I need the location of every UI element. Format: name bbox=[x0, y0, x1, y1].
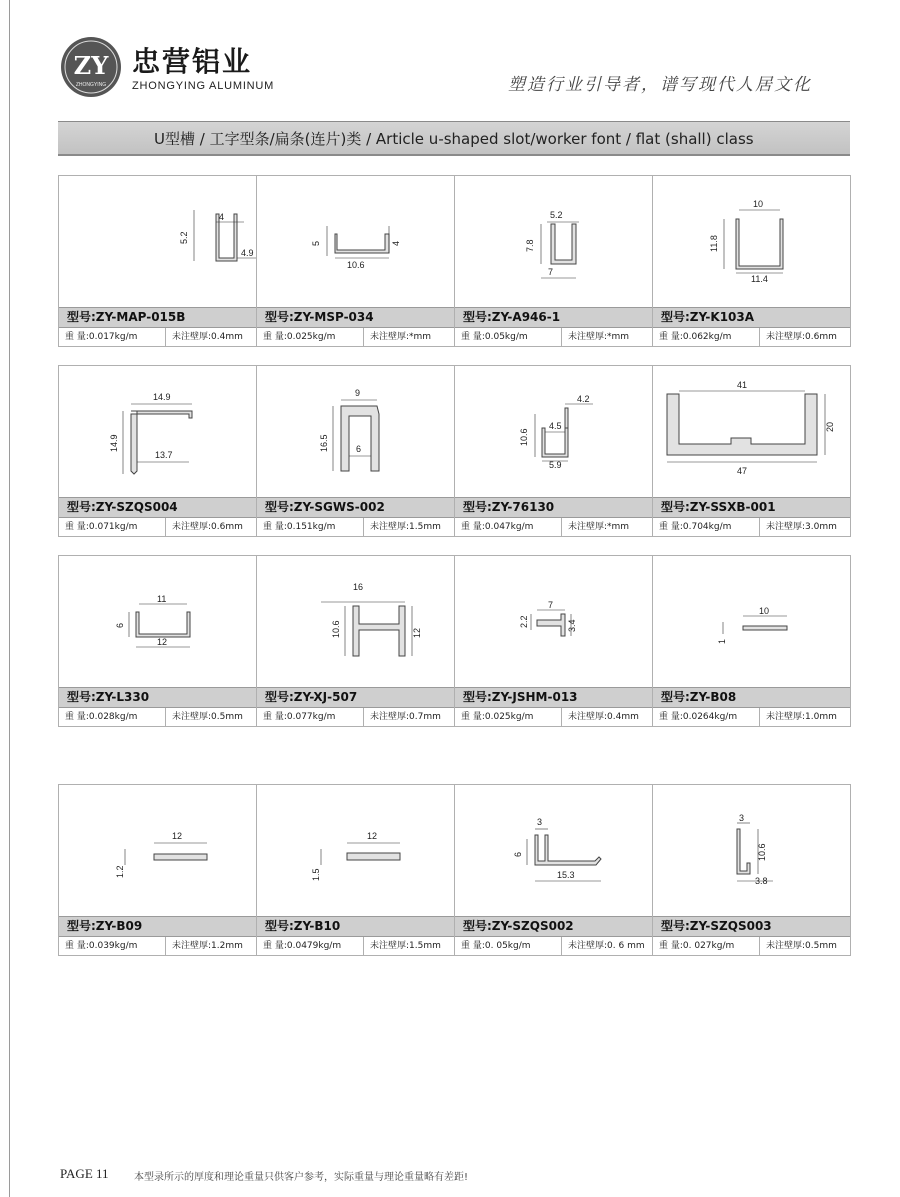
profile-shape bbox=[743, 626, 787, 630]
dimension-label: 11.8 bbox=[709, 235, 719, 252]
page-number: PAGE 11 bbox=[60, 1166, 109, 1181]
dimension-label: 6 bbox=[356, 444, 362, 454]
dimension-label: 16 bbox=[353, 582, 364, 592]
product-thickness: 未注壁厚:1.5mm bbox=[370, 522, 441, 532]
dimension-label: 11 bbox=[157, 594, 167, 604]
product-weight: 重 量:0.704kg/m bbox=[653, 518, 760, 536]
product-row-2 bbox=[58, 365, 851, 537]
dimension-label: 10.6 bbox=[757, 843, 767, 861]
dimension-label: 20 bbox=[825, 421, 835, 432]
product-thickness: 未注壁厚:*mm bbox=[568, 522, 630, 532]
dimension-label: 7 bbox=[548, 600, 554, 610]
product-model: 型号:ZY-SZQS002 bbox=[455, 916, 652, 937]
product-weight: 重 量:0.025kg/m bbox=[257, 328, 364, 346]
product-model: 型号:ZY-SGWS-002 bbox=[257, 497, 454, 518]
dimension-label: 12 bbox=[157, 637, 168, 647]
product-specs bbox=[257, 518, 454, 536]
profile-drawing bbox=[455, 176, 652, 307]
product-thickness: 未注壁厚:3.0mm bbox=[766, 522, 837, 532]
product-model: 型号:ZY-B08 bbox=[653, 687, 850, 708]
product-thickness: 未注壁厚:0.4mm bbox=[172, 332, 243, 342]
profile-shape bbox=[131, 411, 192, 418]
product-model: 型号:ZY-A946-1 bbox=[455, 307, 652, 328]
product-card bbox=[59, 784, 257, 956]
profile-drawing bbox=[257, 366, 454, 497]
product-model: 型号:ZY-MSP-034 bbox=[257, 307, 454, 328]
product-specs bbox=[653, 937, 850, 955]
dimension-label: 13.7 bbox=[155, 450, 173, 460]
profile-shape bbox=[737, 829, 750, 874]
product-thickness: 未注壁厚:0.5mm bbox=[766, 941, 837, 951]
product-card bbox=[653, 175, 851, 347]
dimension-label: 7.8 bbox=[525, 239, 535, 252]
product-weight: 重 量:0.071kg/m bbox=[59, 518, 166, 536]
product-card bbox=[59, 555, 257, 727]
product-weight: 重 量:0.077kg/m bbox=[257, 708, 364, 726]
profile-shape bbox=[667, 394, 817, 455]
dimension-label: 11.4 bbox=[751, 274, 768, 284]
dimension-label: 10 bbox=[753, 199, 764, 209]
product-thickness: 未注壁厚:*mm bbox=[568, 332, 630, 342]
dimension-label: 4 bbox=[391, 240, 401, 246]
dimension-label: 10 bbox=[759, 606, 770, 616]
product-card bbox=[455, 365, 653, 537]
profile-drawing bbox=[59, 176, 256, 307]
profile-shape bbox=[551, 224, 576, 264]
dimension-label: 3 bbox=[537, 817, 543, 827]
dimension-label: 9 bbox=[355, 388, 361, 398]
profile-shape bbox=[341, 406, 379, 471]
product-thickness: 未注壁厚:1.5mm bbox=[370, 941, 441, 951]
profile-drawing bbox=[455, 556, 652, 687]
product-model: 型号:ZY-XJ-507 bbox=[257, 687, 454, 708]
product-thickness: 未注壁厚:0.7mm bbox=[370, 712, 441, 722]
product-specs bbox=[455, 518, 652, 536]
dimension-label: 1.2 bbox=[115, 865, 125, 878]
product-thickness: 未注壁厚:0. 6 mm bbox=[568, 941, 645, 951]
product-card bbox=[257, 555, 455, 727]
profile-drawing bbox=[59, 785, 256, 916]
product-thickness: 未注壁厚:0.6mm bbox=[172, 522, 243, 532]
product-card bbox=[455, 555, 653, 727]
product-weight: 重 量:0.039kg/m bbox=[59, 937, 166, 955]
profile-drawing bbox=[59, 556, 256, 687]
section-title: U型槽 / 工字型条/扁条(连片)类 / Article u-shaped slot/worker font / flat (shall) class bbox=[154, 130, 754, 148]
dimension-label: 47 bbox=[737, 466, 748, 476]
brand-name-cn: 忠营铝业 bbox=[132, 45, 253, 78]
product-specs bbox=[455, 328, 652, 346]
dimension-label: 3 bbox=[739, 813, 745, 823]
product-weight: 重 量:0.047kg/m bbox=[455, 518, 562, 536]
dimension-label: 3.4 bbox=[567, 619, 577, 632]
profile-drawing bbox=[59, 366, 256, 497]
dimension-label: 6 bbox=[513, 851, 523, 857]
dimension-label: 6 bbox=[115, 622, 125, 628]
profile-drawing bbox=[257, 556, 454, 687]
dimension-label: 5 bbox=[311, 240, 321, 246]
dimension-label: 14.9 bbox=[153, 392, 171, 402]
logo-subtext: ZHONGYING bbox=[75, 82, 107, 88]
profile-shape bbox=[335, 234, 389, 253]
profile-shape bbox=[736, 219, 783, 269]
product-specs bbox=[455, 937, 652, 955]
dimension-label: 1 bbox=[717, 638, 727, 644]
profile-shape bbox=[131, 414, 137, 474]
profile-drawing bbox=[653, 556, 850, 687]
dimension-label: 4.5 bbox=[549, 421, 562, 431]
product-model: 型号:ZY-MAP-015B bbox=[59, 307, 256, 328]
product-model: 型号:ZY-JSHM-013 bbox=[455, 687, 652, 708]
product-card bbox=[455, 175, 653, 347]
product-thickness: 未注壁厚:1.2mm bbox=[172, 941, 243, 951]
dimension-label: 5.2 bbox=[179, 231, 189, 244]
product-model: 型号:ZY-B09 bbox=[59, 916, 256, 937]
dimension-label: 12 bbox=[367, 831, 378, 841]
product-model: 型号:ZY-SZQS003 bbox=[653, 916, 850, 937]
dimension-label: 10.6 bbox=[519, 428, 529, 446]
profile-drawing bbox=[455, 366, 652, 497]
profile-shape bbox=[347, 853, 400, 860]
product-row-3 bbox=[58, 555, 851, 727]
product-weight: 重 量:0.025kg/m bbox=[455, 708, 562, 726]
dimension-label: 15.3 bbox=[557, 870, 575, 880]
product-specs bbox=[653, 708, 850, 726]
profile-shape bbox=[154, 854, 207, 860]
product-specs bbox=[455, 708, 652, 726]
product-thickness: 未注壁厚:*mm bbox=[370, 332, 432, 342]
dimension-label: 10.6 bbox=[331, 620, 341, 638]
page-margin-rule bbox=[9, 0, 10, 1197]
product-weight: 重 量:0. 05kg/m bbox=[455, 937, 562, 955]
product-weight: 重 量:0. 027kg/m bbox=[653, 937, 760, 955]
product-weight: 重 量:0.028kg/m bbox=[59, 708, 166, 726]
dimension-label: 16.5 bbox=[319, 434, 329, 452]
product-model: 型号:ZY-SZQS004 bbox=[59, 497, 256, 518]
footer-disclaimer: 本型录所示的厚度和理论重量只供客户参考，实际重量与理论重量略有差距! bbox=[134, 1172, 469, 1183]
product-weight: 重 量:0.05kg/m bbox=[455, 328, 562, 346]
product-thickness: 未注壁厚:0.6mm bbox=[766, 332, 837, 342]
profile-drawing bbox=[257, 176, 454, 307]
profile-shape bbox=[353, 606, 405, 656]
product-row-4 bbox=[58, 784, 851, 956]
product-weight: 重 量:0.017kg/m bbox=[59, 328, 166, 346]
product-card bbox=[257, 784, 455, 956]
dimension-label: 5.9 bbox=[549, 460, 562, 470]
dimension-label: 14.9 bbox=[109, 434, 119, 452]
dimension-label: 2.2 bbox=[519, 615, 529, 628]
product-specs bbox=[59, 708, 256, 726]
profile-drawing bbox=[653, 176, 850, 307]
product-specs bbox=[257, 708, 454, 726]
product-weight: 重 量:0.0479kg/m bbox=[257, 937, 364, 955]
product-card bbox=[653, 555, 851, 727]
product-thickness: 未注壁厚:1.0mm bbox=[766, 712, 837, 722]
dimension-label: 12 bbox=[172, 831, 183, 841]
product-specs bbox=[257, 937, 454, 955]
product-card bbox=[59, 365, 257, 537]
product-thickness: 未注壁厚:0.5mm bbox=[172, 712, 243, 722]
dimension-label: 5.2 bbox=[550, 210, 563, 220]
product-model: 型号:ZY-L330 bbox=[59, 687, 256, 708]
section-title-bar bbox=[58, 121, 850, 156]
profile-drawing bbox=[455, 785, 652, 916]
slogan: 塑造行业引导者，谱写现代人居文化 bbox=[508, 75, 812, 95]
product-card bbox=[455, 784, 653, 956]
product-thickness: 未注壁厚:0.4mm bbox=[568, 712, 639, 722]
logo-letters: ZY bbox=[73, 51, 109, 80]
product-model: 型号:ZY-B10 bbox=[257, 916, 454, 937]
brand-name-en: ZHONGYING ALUMINUM bbox=[132, 80, 275, 92]
profile-shape bbox=[542, 428, 568, 457]
profile-drawing bbox=[257, 785, 454, 916]
dimension-label: 41 bbox=[737, 380, 748, 390]
product-card bbox=[653, 784, 851, 956]
zy-logo bbox=[60, 36, 122, 98]
product-specs bbox=[257, 328, 454, 346]
product-specs bbox=[653, 328, 850, 346]
dimension-label: 4 bbox=[219, 212, 225, 222]
profile-shape bbox=[136, 612, 190, 637]
product-weight: 重 量:0.0264kg/m bbox=[653, 708, 760, 726]
product-specs bbox=[59, 518, 256, 536]
product-specs bbox=[59, 328, 256, 346]
product-model: 型号:ZY-SSXB-001 bbox=[653, 497, 850, 518]
dimension-label: 7 bbox=[548, 267, 554, 277]
dimension-label: 1.5 bbox=[311, 868, 321, 881]
product-model: 型号:ZY-K103A bbox=[653, 307, 850, 328]
profile-drawing bbox=[653, 785, 850, 916]
dimension-label: 3.8 bbox=[755, 876, 768, 886]
dimension-label: 12 bbox=[412, 627, 422, 638]
product-card bbox=[653, 365, 851, 537]
dimension-label: 4.9 bbox=[241, 248, 254, 258]
dimension-label: 4.2 bbox=[577, 394, 590, 404]
product-model: 型号:ZY-76130 bbox=[455, 497, 652, 518]
product-card bbox=[257, 365, 455, 537]
dimension-label: 10.6 bbox=[347, 260, 365, 270]
product-specs bbox=[653, 518, 850, 536]
profile-shape bbox=[537, 614, 565, 636]
product-weight: 重 量:0.062kg/m bbox=[653, 328, 760, 346]
product-row-1 bbox=[58, 175, 851, 347]
profile-drawing bbox=[653, 366, 850, 497]
product-card bbox=[59, 175, 257, 347]
profile-shape bbox=[565, 408, 568, 428]
product-specs bbox=[59, 937, 256, 955]
product-weight: 重 量:0.151kg/m bbox=[257, 518, 364, 536]
profile-shape bbox=[535, 835, 601, 865]
product-card bbox=[257, 175, 455, 347]
